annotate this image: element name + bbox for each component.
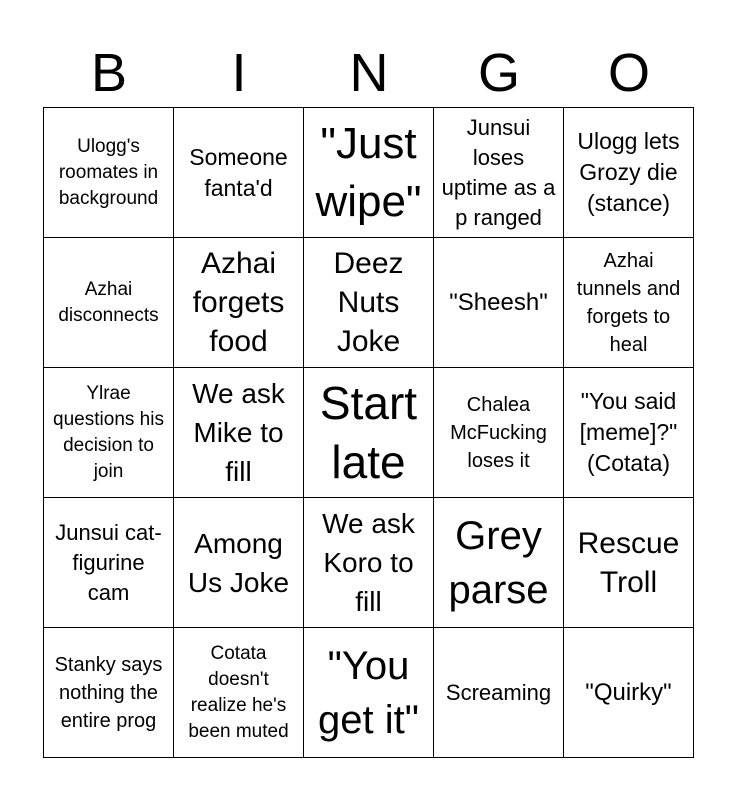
bingo-cell-r4-c2[interactable]: Among Us Joke [174,498,304,628]
header-letter-n: N [349,43,389,103]
bingo-board [43,107,694,758]
bingo-cell-r5-c2[interactable]: Cotata doesn't realize he's been muted [174,628,304,758]
bingo-cell-r5-c5[interactable]: "Quirky" [564,628,694,758]
bingo-cell-r1-c5[interactable]: Ulogg lets Grozy die (stance) [564,108,694,238]
bingo-cell-r1-c1[interactable]: Ulogg's roomates in background [44,108,174,238]
bingo-cell-r2-c1[interactable]: Azhai disconnects [44,238,174,368]
bingo-cell-r4-c5[interactable]: Rescue Troll [564,498,694,628]
bingo-cell-r3-c1[interactable]: Ylrae questions his decision to join [44,368,174,498]
bingo-cell-r5-c3[interactable]: "You get it" [304,628,434,758]
bingo-cell-r4-c3[interactable]: We ask Koro to fill [304,498,434,628]
bingo-cell-r3-c5[interactable]: "You said [meme]?" (Cotata) [564,368,694,498]
bingo-header [44,40,694,106]
bingo-cell-r2-c4[interactable]: "Sheesh" [434,238,564,368]
bingo-cell-r4-c4[interactable]: Grey parse [434,498,564,628]
header-letter-g: G [477,43,520,103]
header-letter-b: B [90,43,128,103]
bingo-cell-r1-c4[interactable]: Junsui loses uptime as a p ranged [434,108,564,238]
bingo-cell-r1-c3[interactable]: "Just wipe" [304,108,434,238]
bingo-cell-r5-c1[interactable]: Stanky says nothing the entire prog [44,628,174,758]
header-letter-i: I [231,43,247,103]
bingo-cell-r5-c4[interactable]: Screaming [434,628,564,758]
bingo-cell-r2-c2[interactable]: Azhai forgets food [174,238,304,368]
bingo-cell-r2-c5[interactable]: Azhai tunnels and forgets to heal [564,238,694,368]
bingo-cell-r3-c4[interactable]: Chalea McFucking loses it [434,368,564,498]
bingo-cell-r4-c1[interactable]: Junsui cat-figurine cam [44,498,174,628]
bingo-cell-r1-c2[interactable]: Someone fanta'd [174,108,304,238]
header-letter-o: O [607,43,650,103]
bingo-cell-r2-c3[interactable]: Deez Nuts Joke [304,238,434,368]
bingo-cell-r3-c3[interactable]: Start late [304,368,434,498]
bingo-cell-r3-c2[interactable]: We ask Mike to fill [174,368,304,498]
